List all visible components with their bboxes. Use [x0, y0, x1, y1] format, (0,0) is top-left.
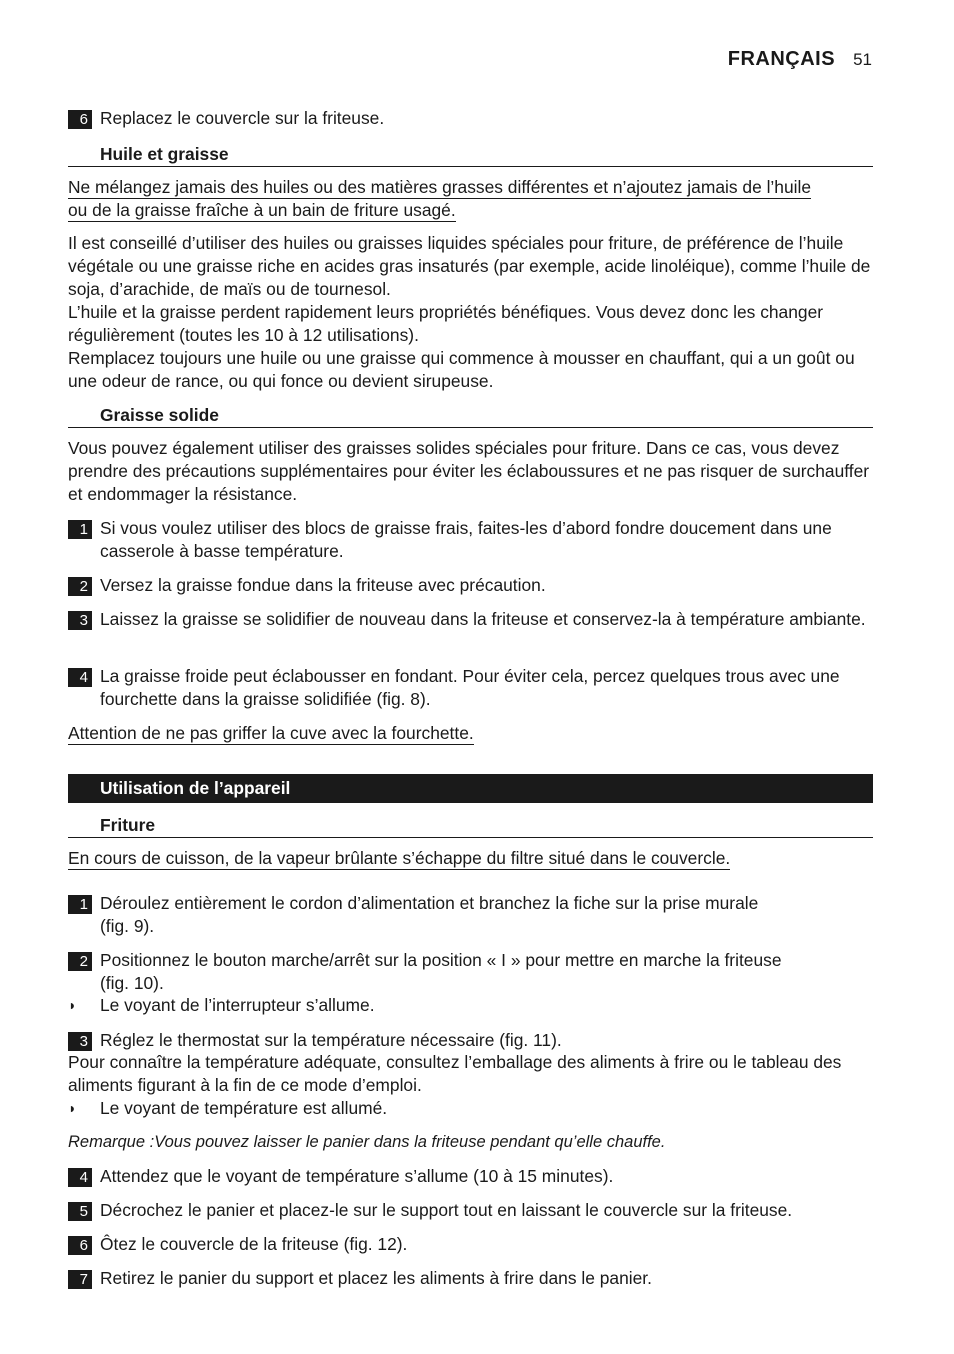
usage-step-3 — [68, 1029, 873, 1052]
step-number: 3 — [68, 1032, 92, 1051]
warning-oil-line1: Ne mélangez jamais des huiles ou des matières grasses différentes et n’ajoutez jamais de l’huile — [68, 177, 812, 197]
step-text: Laissez la graisse se solidifier de nouveau dans la friteuse et conservez-la à température ambiante. — [100, 609, 866, 629]
page-header — [728, 48, 872, 71]
step-text: Ôtez le couvercle de la friteuse (fig. 12). — [100, 1234, 408, 1254]
step-number: 5 — [68, 1202, 92, 1221]
step-number: 2 — [68, 577, 92, 596]
usage-step-2 — [68, 949, 873, 995]
step-text: Replacez le couvercle sur la friteuse. — [100, 108, 385, 128]
warning-oil-line2: ou de la graisse fraîche à un bain de friture usagé. — [68, 200, 456, 220]
solid-fat-intro: Vous pouvez également utiliser des graisses solides spéciales pour friture. Dans ce cas, vous devez prendre des précautions supplémentaires pour éviter les éclaboussures et ne pas risquer de surchauffer et endommager la résistance. — [68, 438, 870, 504]
step-number: 3 — [68, 611, 92, 630]
bullet-text: Le voyant de température est allumé. — [100, 1098, 388, 1118]
step-text: Retirez le panier du support et placez les aliments à frire dans le panier. — [100, 1268, 652, 1288]
step-number: 1 — [68, 520, 92, 539]
step-number: 2 — [68, 952, 92, 971]
page-number: 51 — [853, 50, 872, 69]
bullet-switch-light — [68, 994, 873, 1017]
solid-step-3 — [68, 608, 873, 631]
section-title-usage: Utilisation de l’appareil — [68, 774, 873, 803]
oil-paragraph-3: Remplacez toujours une huile ou une graisse qui commence à mousser en chauffant, qui a un goût ou une odeur de rance, ou qui fonce ou devient sirupeuse. — [68, 348, 855, 391]
note-basket: Remarque :Vous pouvez laisser le panier dans la friteuse pendant qu’elle chauffe. — [68, 1133, 666, 1151]
step-text: Attendez que le voyant de température s’allume (10 à 15 minutes). — [100, 1166, 614, 1186]
oil-paragraphs — [68, 232, 873, 393]
step-number: 4 — [68, 1168, 92, 1187]
usage-step-1 — [68, 892, 873, 938]
warning-fork-text: Attention de ne pas griffer la cuve avec la fourchette. — [68, 723, 474, 743]
step-text: Si vous voulez utiliser des blocs de graisse frais, faites-les d’abord fondre doucement dans une casserole à basse température. — [100, 518, 832, 561]
step-replace-lid — [68, 107, 873, 130]
step-text: Versez la graisse fondue dans la friteuse avec précaution. — [100, 575, 546, 595]
oil-paragraph-1: Il est conseillé d’utiliser des huiles ou graisses liquides spéciales pour friture, de préférence de l’huile végétale ou une graisse riche en acides gras insaturés (par exemple, acide linoléique), comme l’huile de soja, d’arachide, de maïs ou de tournesol. — [68, 233, 871, 299]
bullet-text: Le voyant de l’interrupteur s’allume. — [100, 995, 375, 1015]
bullet-icon: ◗ — [68, 997, 77, 1013]
usage-step-5 — [68, 1199, 873, 1222]
warning-steam — [68, 847, 873, 870]
step-number: 1 — [68, 895, 92, 914]
step-text: Déroulez entièrement le cordon d’alimentation et branchez la fiche sur la prise murale (fig. 9). — [100, 893, 759, 936]
bullet-temperature-light — [68, 1097, 873, 1120]
temperature-paragraph: Pour connaître la température adéquate, consultez l’emballage des aliments à frire ou le tableau des aliments figurant à la fin de ce mode d’emploi. — [68, 1052, 842, 1095]
step-number: 6 — [68, 1236, 92, 1255]
heading-frying: Friture — [68, 814, 873, 838]
step-text: Positionnez le bouton marche/arrêt sur la position « I » pour mettre en marche la friteuse (fig. 10). — [100, 950, 782, 993]
step-text: Réglez le thermostat sur la température nécessaire (fig. 11). — [100, 1030, 562, 1050]
usage-step-7 — [68, 1267, 873, 1290]
heading-oil: Huile et graisse — [68, 143, 873, 167]
usage-step-6 — [68, 1233, 873, 1256]
solid-step-1 — [68, 517, 873, 563]
step-text: Décrochez le panier et placez-le sur le support tout en laissant le couvercle sur la friteuse. — [100, 1200, 793, 1220]
warning-oil — [68, 176, 873, 222]
warning-steam-text: En cours de cuisson, de la vapeur brûlante s’échappe du filtre situé dans le couvercle. — [68, 848, 731, 868]
solid-step-4 — [68, 665, 873, 711]
step-number: 7 — [68, 1270, 92, 1289]
language-label: FRANÇAIS — [727, 48, 836, 70]
oil-paragraph-2: L’huile et la graisse perdent rapidement leurs propriétés bénéfiques. Vous devez donc les changer régulièrement (toutes les 10 à 12 utilisations). — [68, 302, 824, 345]
bullet-icon: ◗ — [68, 1100, 77, 1116]
warning-fork — [68, 722, 873, 745]
usage-step-4 — [68, 1165, 873, 1188]
solid-step-2 — [68, 574, 873, 597]
heading-solid-fat: Graisse solide — [68, 404, 873, 428]
step-number: 6 — [68, 110, 92, 129]
step-number: 4 — [68, 668, 92, 687]
step-text: La graisse froide peut éclabousser en fondant. Pour éviter cela, percez quelques trous avec une fourchette dans la graisse solidifiée (fig. 8). — [100, 666, 840, 709]
